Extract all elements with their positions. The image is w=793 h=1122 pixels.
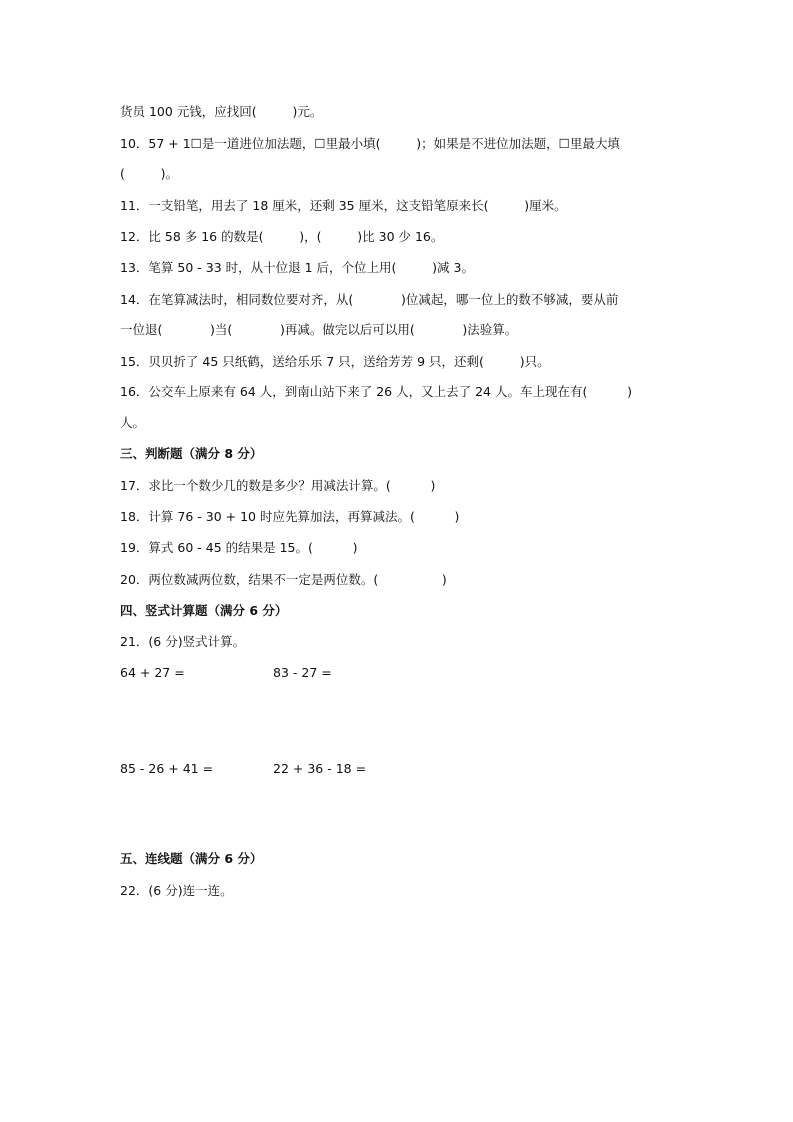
question-20: 20．两位数减两位数，结果不一定是两位数。( ) <box>120 572 447 587</box>
question-14-line-1: 14．在笔算减法时，相同数位要对齐，从( )位减起，哪一位上的数不够减，要从前 <box>120 292 619 307</box>
question-14-line-2: 一位退( )当( )再减。做完以后可以用( )法验算。 <box>120 322 518 337</box>
question-18: 18．计算 76 - 30 + 10 时应先算加法，再算减法。( ) <box>120 509 460 524</box>
expression-1: 64 + 27 = <box>120 665 185 680</box>
question-15: 15．贝贝折了 45 只纸鹤，送给乐乐 7 只，送给芳芳 9 只，还剩( )只。 <box>120 354 550 369</box>
section-5-heading: 五、连线题（满分 6 分） <box>120 851 263 866</box>
question-10-line-1: 10．57 + 1☐是一道进位加法题，☐里最小填( )；如果是不进位加法题，☐里最大填 <box>120 136 620 151</box>
question-16-line-2: 人。 <box>120 415 146 430</box>
section-3-heading: 三、判断题（满分 8 分） <box>120 446 263 461</box>
expression-2: 83 - 27 = <box>273 665 332 680</box>
question-16-line-1: 16．公交车上原来有 64 人，到南山站下来了 26 人，又上去了 24 人。车上现在有( ) <box>120 384 632 399</box>
expression-3: 85 - 26 + 41 = <box>120 761 214 776</box>
question-12: 12．比 58 多 16 的数是( )，( )比 30 少 16。 <box>120 229 444 244</box>
question-22: 22．(6 分)连一连。 <box>120 883 233 898</box>
question-19: 19．算式 60 - 45 的结果是 15。( ) <box>120 540 358 555</box>
question-11: 11．一支铅笔，用去了 18 厘米，还剩 35 厘米，这支铅笔原来长( )厘米。 <box>120 198 567 213</box>
question-13: 13．笔算 50 - 33 时，从十位退 1 后，个位上用( )减 3。 <box>120 260 474 275</box>
question-9-continued: 货员 100 元钱，应找回( )元。 <box>120 104 323 119</box>
question-21: 21．(6 分)竖式计算。 <box>120 634 246 649</box>
question-10-line-2: ( )。 <box>120 166 179 181</box>
question-17: 17．求比一个数少几的数是多少？用减法计算。( ) <box>120 478 436 493</box>
section-4-heading: 四、竖式计算题（满分 6 分） <box>120 603 288 618</box>
expression-4: 22 + 36 - 18 = <box>273 761 367 776</box>
